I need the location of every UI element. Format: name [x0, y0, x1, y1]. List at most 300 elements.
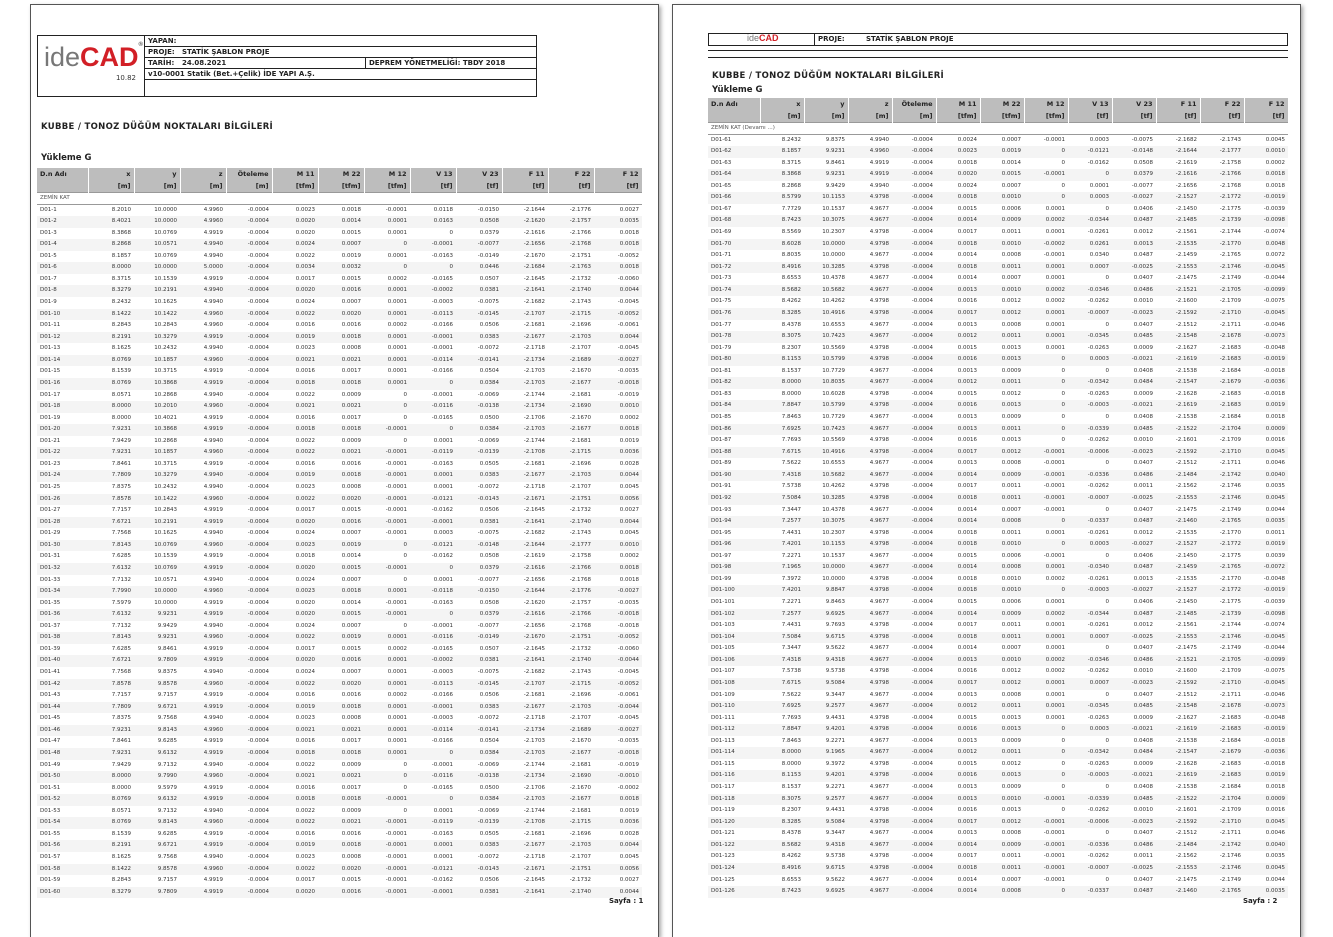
table-row — [708, 343, 1288, 355]
value-cell: -0.0004 — [226, 702, 272, 714]
value-cell: -0.0262 — [1068, 805, 1112, 817]
table-row — [37, 343, 642, 355]
value-cell: -2.1740 — [548, 517, 594, 529]
node-name-cell: D01-1 — [37, 204, 88, 216]
node-name-cell: D01-81 — [708, 366, 760, 378]
value-cell: 0.0014 — [936, 273, 980, 285]
value-cell: -0.0001 — [410, 239, 456, 251]
value-cell: -2.1561 — [1156, 227, 1200, 239]
column-header: M 22 — [318, 168, 364, 180]
value-cell: 0 — [364, 401, 410, 413]
value-cell: -0.0004 — [226, 378, 272, 390]
value-cell: 0.0015 — [318, 875, 364, 887]
value-cell: -0.0004 — [226, 447, 272, 459]
value-cell: -2.1703 — [502, 378, 548, 390]
value-cell: 0.0001 — [364, 748, 410, 760]
table-row — [37, 482, 642, 494]
value-cell: 0.0010 — [1112, 666, 1156, 678]
table-row — [37, 424, 642, 436]
table-row — [708, 690, 1288, 702]
value-cell: 0 — [1024, 770, 1068, 782]
value-cell: -0.0001 — [410, 702, 456, 714]
value-cell: -0.0262 — [1068, 296, 1112, 308]
value-cell: 0.0021 — [272, 725, 318, 737]
value-cell: -2.1718 — [502, 713, 548, 725]
value-cell: 4.9960 — [180, 864, 226, 876]
value-cell: 0 — [1068, 828, 1112, 840]
value-cell: -0.0004 — [892, 666, 936, 678]
value-cell: 8.3279 — [88, 887, 134, 899]
node-name-cell: D01-73 — [708, 273, 760, 285]
value-cell: 10.0571 — [134, 575, 180, 587]
node-name-cell: D01-65 — [708, 181, 760, 193]
value-cell: 7.4318 — [760, 655, 804, 667]
value-cell: 0.0019 — [594, 436, 642, 448]
value-cell: 0.0019 — [272, 840, 318, 852]
value-cell: 0.0044 — [1244, 505, 1288, 517]
value-cell: -0.0114 — [410, 725, 456, 737]
value-cell: 0.0007 — [980, 181, 1024, 193]
value-cell: 0.0003 — [1068, 134, 1112, 146]
value-cell: -2.1703 — [548, 840, 594, 852]
value-cell: -2.1707 — [548, 343, 594, 355]
value-cell: 7.3447 — [760, 643, 804, 655]
value-cell: 0.0006 — [980, 551, 1024, 563]
value-cell: -2.1670 — [502, 251, 548, 263]
value-cell: -2.1670 — [548, 366, 594, 378]
value-cell: 7.3447 — [760, 505, 804, 517]
value-cell: -2.1765 — [1200, 516, 1244, 528]
value-cell: 4.9798 — [848, 192, 892, 204]
value-cell: 7.8461 — [88, 736, 134, 748]
table-row — [37, 447, 642, 459]
table-row — [37, 667, 642, 679]
value-cell: 7.7157 — [88, 690, 134, 702]
value-cell: -0.0023 — [1112, 447, 1156, 459]
value-cell: -0.0004 — [892, 516, 936, 528]
value-cell: -2.1742 — [1200, 840, 1244, 852]
value-cell: 0.0487 — [1112, 609, 1156, 621]
value-cell: 4.9919 — [180, 332, 226, 344]
value-cell: -0.0148 — [456, 540, 502, 552]
value-cell: 0.0015 — [936, 343, 980, 355]
unit-header: [m] — [892, 110, 936, 122]
value-cell: 0.0021 — [318, 401, 364, 413]
value-cell: 4.9960 — [180, 447, 226, 459]
value-cell: -0.0004 — [892, 134, 936, 146]
table-row — [37, 586, 642, 598]
value-cell: -2.1645 — [502, 875, 548, 887]
value-cell: 0.0020 — [272, 216, 318, 228]
value-cell: 0.0012 — [936, 331, 980, 343]
value-cell: -0.0018 — [594, 748, 642, 760]
table-row — [37, 216, 642, 228]
node-name-cell: D01-80 — [708, 354, 760, 366]
value-cell: 9.8143 — [134, 725, 180, 737]
value-cell: 8.4262 — [760, 296, 804, 308]
value-cell: -2.1743 — [548, 667, 594, 679]
value-cell: 0.0007 — [980, 875, 1024, 887]
value-cell: -0.0119 — [410, 447, 456, 459]
value-cell: 0.0016 — [272, 459, 318, 471]
value-cell: 4.9677 — [848, 215, 892, 227]
table-row — [708, 886, 1288, 898]
value-cell: -0.0001 — [1024, 817, 1068, 829]
value-cell: 8.2432 — [760, 134, 804, 146]
value-cell: -0.0072 — [456, 343, 502, 355]
value-cell: -0.0001 — [1024, 481, 1068, 493]
value-cell: 0.0002 — [1024, 296, 1068, 308]
value-cell: 4.9677 — [848, 204, 892, 216]
node-name-cell: D01-117 — [708, 782, 760, 794]
table-row — [708, 470, 1288, 482]
node-name-cell: D01-104 — [708, 632, 760, 644]
value-cell: 9.8847 — [804, 585, 848, 597]
value-cell: -2.1684 — [1200, 412, 1244, 424]
value-cell: 4.9919 — [180, 563, 226, 575]
value-cell: 0.0001 — [1024, 643, 1068, 655]
value-cell: -2.1746 — [1200, 863, 1244, 875]
value-cell: 0.0007 — [980, 273, 1024, 285]
value-cell: 4.9919 — [180, 459, 226, 471]
value-cell: 10.5569 — [804, 435, 848, 447]
proje-row — [145, 47, 537, 58]
table-row — [708, 539, 1288, 551]
value-cell: 0.0408 — [1112, 736, 1156, 748]
value-cell: -0.0150 — [456, 586, 502, 598]
value-cell: 0.0013 — [980, 770, 1024, 782]
value-cell: 0.0016 — [1244, 435, 1288, 447]
node-name-cell: D01-124 — [708, 863, 760, 875]
value-cell: -0.0004 — [892, 678, 936, 690]
value-cell: -2.1656 — [502, 239, 548, 251]
value-cell: 0.0018 — [594, 424, 642, 436]
node-name-cell: D01-41 — [37, 667, 88, 679]
value-cell: 0.0013 — [936, 828, 980, 840]
value-cell: 0.0014 — [318, 551, 364, 563]
value-cell: -0.0027 — [594, 355, 642, 367]
node-name-cell: D01-34 — [37, 586, 88, 598]
value-cell: -0.0004 — [892, 620, 936, 632]
value-cell: 0.0017 — [936, 481, 980, 493]
node-name-cell: D01-11 — [37, 320, 88, 332]
node-name-cell: D01-26 — [37, 494, 88, 506]
value-cell: -0.0118 — [410, 586, 456, 598]
value-cell: 0.0500 — [456, 783, 502, 795]
value-cell: -0.0001 — [1024, 875, 1068, 887]
value-cell: 0.0384 — [456, 794, 502, 806]
value-cell: 0.0072 — [1244, 250, 1288, 262]
value-cell: 0.0008 — [980, 562, 1024, 574]
value-cell: -2.1620 — [502, 598, 548, 610]
value-cell: 0.0001 — [1024, 308, 1068, 320]
unit-header — [37, 180, 88, 192]
value-cell: 4.9798 — [848, 863, 892, 875]
value-cell: 0.0015 — [318, 228, 364, 240]
value-cell: 0.0045 — [1244, 493, 1288, 505]
value-cell: 0.0015 — [318, 609, 364, 621]
value-cell: 0.0002 — [594, 413, 642, 425]
value-cell: 0.0379 — [456, 609, 502, 621]
node-name-cell: D01-50 — [37, 771, 88, 783]
value-cell: -0.0261 — [1068, 227, 1112, 239]
value-cell: -2.1696 — [548, 690, 594, 702]
value-cell: -0.0074 — [1244, 620, 1288, 632]
value-cell: 0.0007 — [318, 528, 364, 540]
value-cell: 0.0017 — [936, 817, 980, 829]
value-cell: -0.0035 — [594, 366, 642, 378]
value-cell: -2.1682 — [502, 667, 548, 679]
value-cell: 0.0008 — [318, 713, 364, 725]
value-cell: -2.1696 — [548, 320, 594, 332]
value-cell: 0 — [1068, 412, 1112, 424]
value-cell: 9.2577 — [804, 701, 848, 713]
value-cell: 0.0023 — [272, 343, 318, 355]
value-cell: -0.0073 — [1244, 331, 1288, 343]
value-cell: 8.1537 — [760, 782, 804, 794]
value-cell: 0.0009 — [318, 806, 364, 818]
value-cell: -2.1450 — [1156, 204, 1200, 216]
report-header — [37, 35, 537, 97]
page-number: Sayfa : 1 — [609, 897, 644, 905]
value-cell: 0.0002 — [594, 551, 642, 563]
value-cell: 0.0044 — [594, 840, 642, 852]
node-name-cell: D01-54 — [37, 817, 88, 829]
table-row — [708, 620, 1288, 632]
value-cell: 9.9231 — [804, 146, 848, 158]
value-cell: 4.9919 — [180, 378, 226, 390]
value-cell: -0.0004 — [892, 169, 936, 181]
table-row — [37, 736, 642, 748]
value-cell: -2.1681 — [548, 760, 594, 772]
value-cell: -0.0021 — [1112, 354, 1156, 366]
value-cell: 0.0018 — [594, 239, 642, 251]
value-cell: -0.0019 — [594, 760, 642, 772]
value-cell: 0.0012 — [936, 747, 980, 759]
value-cell: 8.0571 — [88, 806, 134, 818]
value-cell: 0 — [1024, 539, 1068, 551]
table-row — [37, 494, 642, 506]
value-cell: 8.3279 — [88, 285, 134, 297]
value-cell: 4.9919 — [180, 783, 226, 795]
value-cell: -2.1538 — [1156, 782, 1200, 794]
value-cell: 0.0045 — [1244, 863, 1288, 875]
value-cell: 0.0015 — [936, 597, 980, 609]
value-cell: 9.6715 — [804, 863, 848, 875]
value-cell: 0.0019 — [272, 470, 318, 482]
value-cell: 0.0023 — [272, 540, 318, 552]
value-cell: -0.0165 — [410, 274, 456, 286]
value-cell: -2.1757 — [548, 598, 594, 610]
value-cell: 4.9798 — [848, 817, 892, 829]
column-header: V 13 — [1068, 98, 1112, 110]
value-cell: -0.0004 — [892, 562, 936, 574]
value-cell: 0.0018 — [936, 574, 980, 586]
value-cell: 0.0022 — [272, 447, 318, 459]
table-row — [37, 806, 642, 818]
value-cell: 0 — [364, 575, 410, 587]
value-cell: 10.3075 — [804, 516, 848, 528]
value-cell: -2.1535 — [1156, 528, 1200, 540]
table-row — [37, 817, 642, 829]
value-cell: -2.1512 — [1156, 458, 1200, 470]
value-cell: 0.0019 — [318, 251, 364, 263]
value-cell: -0.0001 — [364, 609, 410, 621]
value-cell: 0.0340 — [1068, 250, 1112, 262]
value-cell: 0.0036 — [594, 817, 642, 829]
value-cell: -0.0261 — [1068, 528, 1112, 540]
value-cell: 0.0016 — [318, 285, 364, 297]
value-cell: -2.1616 — [502, 228, 548, 240]
unit-header: [m] — [848, 110, 892, 122]
value-cell: -0.0004 — [226, 690, 272, 702]
table-row — [708, 759, 1288, 771]
value-cell: 10.2191 — [134, 285, 180, 297]
value-cell: 9.7132 — [134, 806, 180, 818]
value-cell: 4.9677 — [848, 516, 892, 528]
value-cell: -2.1766 — [548, 228, 594, 240]
value-cell: -0.0004 — [226, 470, 272, 482]
value-cell: 0.0020 — [272, 598, 318, 610]
value-cell: 0.0020 — [272, 655, 318, 667]
value-cell: 0 — [1024, 782, 1068, 794]
column-header: Öteleme — [226, 168, 272, 180]
node-name-cell: D01-19 — [37, 413, 88, 425]
value-cell: 0.0001 — [410, 575, 456, 587]
value-cell: 0.0507 — [456, 274, 502, 286]
value-cell: 0.0014 — [980, 158, 1024, 170]
value-cell: 5.0000 — [180, 262, 226, 274]
value-cell: -0.0001 — [1024, 851, 1068, 863]
table-row — [708, 400, 1288, 412]
value-cell: -0.0072 — [1244, 562, 1288, 574]
value-cell: -2.1535 — [1156, 574, 1200, 586]
table-row — [708, 585, 1288, 597]
value-cell: 0 — [364, 806, 410, 818]
value-cell: 4.9940 — [180, 436, 226, 448]
table-row — [708, 320, 1288, 332]
value-cell: 8.6553 — [760, 273, 804, 285]
value-cell: -2.1601 — [1156, 435, 1200, 447]
value-cell: 0.0045 — [594, 528, 642, 540]
value-cell: 4.9919 — [180, 655, 226, 667]
value-cell: 0.0009 — [980, 412, 1024, 424]
value-cell: 7.6925 — [760, 701, 804, 713]
value-cell: 9.2577 — [804, 794, 848, 806]
value-cell: -0.0004 — [226, 864, 272, 876]
nodes-table — [708, 98, 1289, 898]
value-cell: -0.0001 — [1024, 863, 1068, 875]
table-row — [37, 829, 642, 841]
value-cell: 7.5622 — [760, 458, 804, 470]
table-row — [37, 771, 642, 783]
value-cell: 0.0407 — [1112, 505, 1156, 517]
value-cell: 0.0019 — [980, 146, 1024, 158]
value-cell: -2.1553 — [1156, 262, 1200, 274]
value-cell: -0.0339 — [1068, 794, 1112, 806]
value-cell: 4.9919 — [180, 887, 226, 899]
value-cell: 0.0001 — [1024, 713, 1068, 725]
value-cell: -0.0052 — [594, 309, 642, 321]
value-cell: -2.1770 — [1200, 574, 1244, 586]
value-cell: 8.1857 — [760, 146, 804, 158]
value-cell: -0.0003 — [410, 297, 456, 309]
value-cell: 7.4201 — [760, 585, 804, 597]
value-cell: -0.0044 — [1244, 273, 1288, 285]
value-cell: -2.1715 — [548, 447, 594, 459]
value-cell: -0.0004 — [226, 239, 272, 251]
node-name-cell: D01-113 — [708, 736, 760, 748]
unit-header: [tfm] — [272, 180, 318, 192]
value-cell: 0.0019 — [1244, 770, 1288, 782]
value-cell: 0.0022 — [272, 251, 318, 263]
value-cell: -2.1670 — [502, 632, 548, 644]
value-cell: -0.0004 — [226, 216, 272, 228]
value-cell: 0.0046 — [1244, 458, 1288, 470]
value-cell: -0.0004 — [892, 262, 936, 274]
value-cell: -0.0001 — [364, 817, 410, 829]
value-cell: 0.0508 — [456, 216, 502, 228]
value-cell: -2.1746 — [1200, 481, 1244, 493]
value-cell: 4.9960 — [180, 216, 226, 228]
value-cell: -0.0004 — [892, 192, 936, 204]
value-cell: 9.5622 — [804, 875, 848, 887]
value-cell: -2.1681 — [502, 829, 548, 841]
value-cell: -2.1766 — [548, 609, 594, 621]
value-cell: -0.0337 — [1068, 516, 1112, 528]
value-cell: -0.0001 — [410, 887, 456, 899]
value-cell: 0.0007 — [980, 505, 1024, 517]
value-cell: -0.0023 — [1112, 308, 1156, 320]
value-cell: 0 — [1024, 400, 1068, 412]
value-cell: 0.0017 — [318, 366, 364, 378]
value-cell: 9.8375 — [134, 667, 180, 679]
value-cell: 7.6132 — [88, 563, 134, 575]
value-cell: 0 — [410, 794, 456, 806]
value-cell: -0.0165 — [410, 783, 456, 795]
value-cell: 8.2307 — [760, 805, 804, 817]
value-cell: -2.1641 — [502, 285, 548, 297]
value-cell: -0.0162 — [410, 875, 456, 887]
value-cell: -2.1710 — [1200, 817, 1244, 829]
value-cell: 0.0486 — [1112, 470, 1156, 482]
value-cell: 10.1153 — [804, 192, 848, 204]
value-cell: 0.0012 — [936, 701, 980, 713]
unit-header: [m] — [760, 110, 804, 122]
value-cell: 0.0407 — [1112, 273, 1156, 285]
value-cell: 10.0769 — [134, 540, 180, 552]
value-cell: 8.1625 — [88, 343, 134, 355]
table-row — [708, 181, 1288, 193]
value-cell: -0.0036 — [1244, 377, 1288, 389]
proje-label: PROJE: — [148, 48, 175, 56]
value-cell: -2.1703 — [502, 736, 548, 748]
table-row — [708, 134, 1288, 146]
value-cell: -0.0004 — [892, 794, 936, 806]
value-cell: -2.1775 — [1200, 551, 1244, 563]
value-cell: -2.1751 — [548, 632, 594, 644]
value-cell: -0.0018 — [594, 609, 642, 621]
value-cell: 4.9798 — [848, 354, 892, 366]
value-cell: 0.0022 — [272, 679, 318, 691]
value-cell: -2.1740 — [548, 655, 594, 667]
value-cell: 4.9919 — [180, 794, 226, 806]
table-row — [37, 621, 642, 633]
value-cell: 0.0027 — [594, 505, 642, 517]
value-cell: 0.0261 — [1068, 239, 1112, 251]
value-cell: 4.9798 — [848, 759, 892, 771]
value-cell: 0.0001 — [1068, 181, 1112, 193]
